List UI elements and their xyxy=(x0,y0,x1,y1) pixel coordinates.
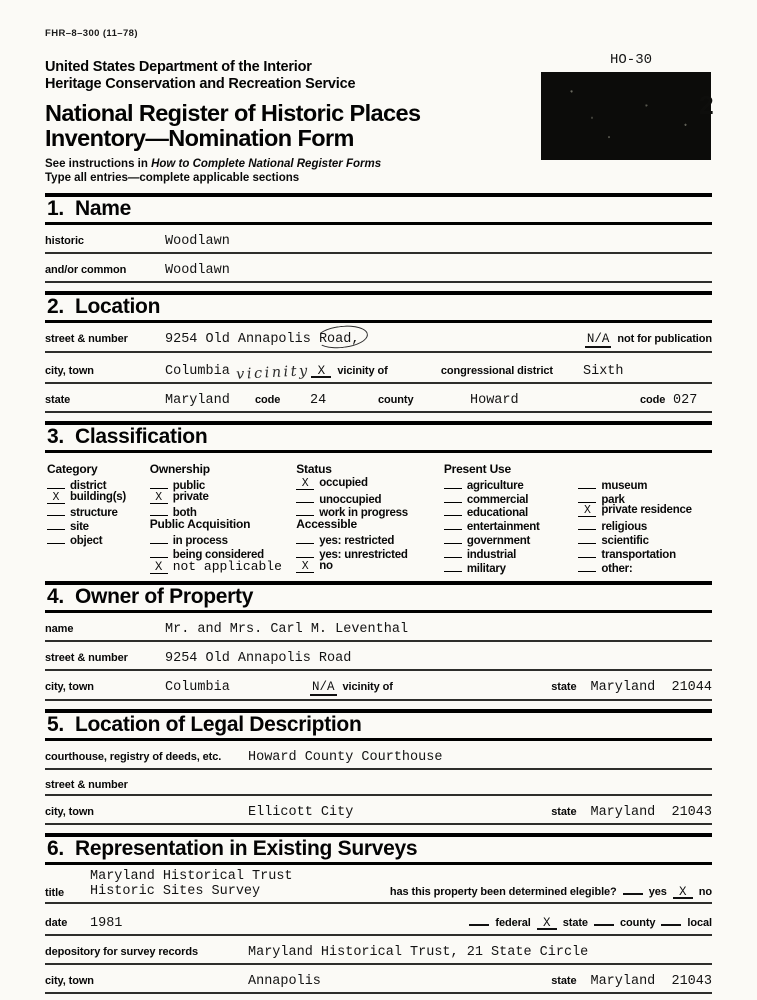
federal-label: federal xyxy=(495,917,531,930)
legal-city-value: Ellicott City xyxy=(248,805,354,821)
checkbox-item-not-applicable xyxy=(150,560,297,574)
instructions-prefix: See instructions in xyxy=(45,158,152,170)
checkbox-line: X xyxy=(578,505,596,517)
field-row-depository xyxy=(45,945,712,965)
category-header: Category xyxy=(47,462,98,476)
column-spacer xyxy=(578,463,712,477)
form-title-line-1: National Register of Historic Places xyxy=(45,100,421,126)
survey-state-group xyxy=(551,974,712,989)
field-row-legal-street xyxy=(45,779,712,796)
checkbox-item-object xyxy=(47,532,150,546)
survey-date-value: 1981 xyxy=(90,916,123,932)
vicinity-of-label: vicinity of xyxy=(337,365,388,377)
section-5-number: 5. xyxy=(47,713,64,737)
checkbox-item-being-considered xyxy=(150,546,297,560)
vicinity-checkbox: X xyxy=(311,365,331,378)
checkbox-item-yes-restricted xyxy=(296,532,444,546)
handwritten-vicinity: vicinity xyxy=(235,363,310,383)
checkbox-line xyxy=(578,560,596,572)
checkbox-label: building(s) xyxy=(70,490,127,503)
no-checkbox: X xyxy=(673,886,693,899)
checkbox-line xyxy=(47,477,65,489)
owner-city-value: Columbia xyxy=(165,680,230,696)
field-row-survey-title xyxy=(45,869,712,904)
circled-word-text: Road, xyxy=(318,332,360,347)
checkbox-line xyxy=(150,504,168,516)
section-2-heading xyxy=(45,291,712,323)
checkbox-item-structure xyxy=(47,504,150,518)
checkbox-line xyxy=(444,518,462,530)
local-checkbox-label: local xyxy=(687,917,712,930)
survey-level-group xyxy=(469,913,712,930)
instructions-line-2: Type all entries—complete applicable sections xyxy=(45,171,300,184)
stamp-digit: 2 xyxy=(698,93,715,123)
checkbox-item-agriculture xyxy=(444,477,579,491)
code-value: 24 xyxy=(310,393,327,408)
status-column xyxy=(296,463,444,573)
checkbox-line xyxy=(578,532,596,544)
checkbox-item-transportation xyxy=(578,546,712,560)
yes-label: yes xyxy=(648,886,667,899)
checkbox-label: occupied xyxy=(319,476,368,489)
accessible-header: Accessible xyxy=(296,517,357,532)
checkbox-line xyxy=(444,491,462,503)
eligibility-group xyxy=(390,882,712,899)
survey-title-value xyxy=(90,869,293,899)
common-label: and/or common xyxy=(45,264,127,276)
form-title-line-2: Inventory—Nomination Form xyxy=(45,125,354,151)
checkbox-line xyxy=(296,491,314,503)
checkbox-line xyxy=(47,518,65,530)
street-label: street & number xyxy=(45,333,128,345)
checkbox-label: being considered xyxy=(172,548,264,561)
field-row-street xyxy=(45,332,712,353)
section-1-number: 1. xyxy=(47,197,64,220)
department-line-2: Heritage Conservation and Recreation Service xyxy=(45,76,356,92)
owner-vicinity-of-label: vicinity of xyxy=(342,681,393,694)
checkbox-line xyxy=(47,532,65,544)
checkbox-item-private xyxy=(150,491,297,505)
present-use-column-2 xyxy=(578,463,712,573)
checkbox-item-industrial xyxy=(444,546,579,560)
checkbox-line xyxy=(47,504,65,516)
checkbox-label: military xyxy=(466,562,506,575)
section-4-number: 4. xyxy=(47,585,64,609)
congressional-district-group xyxy=(441,364,712,379)
legal-city-label: city, town xyxy=(45,806,94,819)
checkbox-line: X xyxy=(47,492,65,504)
section-4-heading xyxy=(45,581,712,613)
checkbox-line xyxy=(444,532,462,544)
legal-state-group xyxy=(551,805,712,820)
instructions-manual-title: How to Complete National Register Forms xyxy=(151,158,382,170)
survey-title-label: title xyxy=(45,887,65,900)
common-value: Woodlawn xyxy=(165,263,230,278)
owner-street-label: street & number xyxy=(45,652,128,665)
no-label: no xyxy=(698,886,712,899)
checkbox-item-public xyxy=(150,477,297,491)
county-checkbox-label: county xyxy=(619,917,656,930)
checkbox-line: X xyxy=(296,561,314,573)
checkbox-item-work-in-progress xyxy=(296,504,444,518)
survey-state-label: state xyxy=(551,975,577,988)
checkbox-item-entertainment xyxy=(444,518,579,532)
field-row-courthouse xyxy=(45,750,712,770)
depository-value: Maryland Historical Trust, 21 State Circle xyxy=(248,945,589,961)
checkbox-label: scientific xyxy=(601,534,649,547)
checkbox-line: X xyxy=(150,492,168,504)
checkbox-label: no xyxy=(319,559,333,572)
checkbox-item-unoccupied xyxy=(296,491,444,505)
checkbox-item-scientific xyxy=(578,532,712,546)
courthouse-value: Howard County Courthouse xyxy=(248,750,443,766)
local-checkbox xyxy=(661,913,681,926)
section-1-heading xyxy=(45,193,712,225)
checkbox-label: museum xyxy=(601,479,648,492)
checkbox-item-district xyxy=(47,477,150,491)
yes-checkbox xyxy=(623,882,643,895)
section-4-title: Owner of Property xyxy=(75,585,254,609)
checkbox-label: in process xyxy=(172,534,228,547)
ownership-header: Ownership xyxy=(149,462,210,476)
checkbox-label: object xyxy=(70,534,103,547)
checkbox-label: unoccupied xyxy=(319,493,382,506)
checkbox-line xyxy=(578,546,596,558)
legal-street-label: street & number xyxy=(45,779,128,792)
checkbox-item-government xyxy=(444,532,579,546)
instructions-line-1 xyxy=(45,158,712,172)
street-value xyxy=(165,332,359,347)
legal-state-label: state xyxy=(551,806,577,819)
survey-code: HO-30 xyxy=(610,52,653,68)
checkbox-label: both xyxy=(172,507,197,520)
checkbox-label: public xyxy=(172,479,206,492)
owner-state-label: state xyxy=(551,681,577,694)
code2-value: 027 xyxy=(673,393,698,408)
survey-city-label: city, town xyxy=(45,975,94,988)
legal-state-value: Maryland 21043 xyxy=(590,805,712,821)
checkbox-item-yes-unrestricted xyxy=(296,546,444,560)
state-label: state xyxy=(45,394,71,406)
not-for-publication-group xyxy=(585,333,712,348)
checkbox-item-private-residence xyxy=(578,504,712,518)
field-row-city-town xyxy=(45,362,712,384)
state-checkbox-label: state xyxy=(562,917,588,930)
status-header: Status xyxy=(296,462,332,476)
city-label: city, town xyxy=(45,365,94,377)
survey-state-value: Maryland 21043 xyxy=(590,974,712,990)
checkbox-item-buildings xyxy=(47,491,150,505)
owner-name-value: Mr. and Mrs. Carl M. Leventhal xyxy=(165,622,409,638)
state-checkbox: X xyxy=(537,917,557,930)
checkbox-label: yes: restricted xyxy=(319,534,395,547)
checkbox-label: agriculture xyxy=(466,479,524,492)
instructions xyxy=(45,158,712,185)
section-5-heading xyxy=(45,709,712,741)
street-value-prefix: 9254 Old Annapolis xyxy=(165,332,319,347)
section-3-title: Classification xyxy=(75,425,208,448)
checkbox-line xyxy=(578,518,596,530)
public-acquisition-header: Public Acquisition xyxy=(149,517,251,532)
survey-title-line-1: Maryland Historical Trust xyxy=(90,869,293,885)
owner-na-mark: N/A xyxy=(312,680,335,695)
checkbox-item-educational xyxy=(444,504,579,518)
field-row-state xyxy=(45,393,712,413)
checkbox-line xyxy=(150,477,168,489)
county-checkbox xyxy=(594,913,614,926)
section-6-title: Representation in Existing Surveys xyxy=(75,837,418,861)
field-row-owner-street xyxy=(45,651,712,671)
state-value: Maryland xyxy=(165,393,230,408)
ownership-column xyxy=(150,463,297,573)
owner-state-group xyxy=(551,680,712,695)
historic-value: Woodlawn xyxy=(165,234,230,249)
field-row-owner-name xyxy=(45,622,712,642)
form-number: FHR–8–300 (11–78) xyxy=(45,28,138,39)
checkbox-label: commercial xyxy=(466,493,529,506)
checkbox-item-both xyxy=(150,504,297,518)
checkbox-line xyxy=(444,477,462,489)
congressional-district-label: congressional district xyxy=(440,365,553,377)
section-2-number: 2. xyxy=(47,295,64,318)
code-label: code xyxy=(255,394,281,406)
checkbox-label: private residence xyxy=(601,504,692,517)
field-row-historic xyxy=(45,234,712,254)
checkbox-label: park xyxy=(601,493,625,506)
checkbox-item-commercial xyxy=(444,491,579,505)
checkbox-label: site xyxy=(70,521,89,534)
checkbox-label: not applicable xyxy=(172,558,282,574)
field-row-owner-city xyxy=(45,680,712,701)
checkbox-label: yes: unrestricted xyxy=(319,548,408,561)
checkbox-item-occupied xyxy=(296,477,444,491)
na-mark: N/A xyxy=(586,332,610,346)
checkbox-label: other: xyxy=(601,562,633,575)
checkbox-line xyxy=(296,504,314,516)
survey-city-value: Annapolis xyxy=(248,974,321,990)
street-circled-word xyxy=(319,332,360,347)
checkbox-line xyxy=(296,546,314,558)
checkbox-label: religious xyxy=(601,521,648,534)
checkbox-line xyxy=(578,491,596,503)
present-use-column-1 xyxy=(444,463,579,573)
historic-label: historic xyxy=(45,235,84,247)
survey-title-line-2: Historic Sites Survey xyxy=(90,884,261,900)
checkbox-item-in-process xyxy=(150,532,297,546)
checkbox-line xyxy=(150,532,168,544)
courthouse-label: courthouse, registry of deeds, etc. xyxy=(45,751,222,764)
checkbox-line xyxy=(444,560,462,572)
classification-grid xyxy=(45,459,712,579)
checkbox-label: industrial xyxy=(466,548,517,561)
county-value: Howard xyxy=(470,393,519,408)
field-row-survey-city xyxy=(45,974,712,994)
city-value: Columbia xyxy=(165,364,230,379)
section-6-number: 6. xyxy=(47,837,64,861)
checkbox-line xyxy=(444,504,462,516)
depository-label: depository for survey records xyxy=(45,946,198,959)
county-label: county xyxy=(378,394,414,406)
section-3-heading xyxy=(45,421,712,453)
section-5-title: Location of Legal Description xyxy=(75,713,362,737)
code2-label: code xyxy=(640,394,666,406)
owner-street-value: 9254 Old Annapolis Road xyxy=(165,651,352,667)
section-2-title: Location xyxy=(75,295,161,318)
section-1-title: Name xyxy=(75,197,131,220)
field-row-common xyxy=(45,263,712,283)
redaction-box xyxy=(541,72,711,160)
field-row-survey-date xyxy=(45,913,712,936)
checkbox-line xyxy=(150,546,168,558)
department-line-1: United States Department of the Interior xyxy=(45,59,312,75)
checkbox-label: transportation xyxy=(601,548,676,561)
owner-state-value: Maryland 21044 xyxy=(590,680,712,696)
survey-date-label: date xyxy=(45,917,68,930)
checkbox-label: educational xyxy=(466,507,528,520)
congressional-district-value: Sixth xyxy=(583,364,624,379)
present-use-header: Present Use xyxy=(443,462,511,476)
owner-name-label: name xyxy=(45,623,74,636)
federal-checkbox xyxy=(469,913,489,926)
owner-city-label: city, town xyxy=(45,681,94,694)
field-row-legal-city xyxy=(45,805,712,825)
checkbox-item-religious xyxy=(578,518,712,532)
checkbox-label: entertainment xyxy=(466,521,540,534)
checkbox-line xyxy=(296,532,314,544)
checkbox-line xyxy=(578,477,596,489)
section-3-number: 3. xyxy=(47,425,64,448)
category-column xyxy=(47,463,150,573)
checkbox-line xyxy=(444,546,462,558)
not-for-publication-label: not for publication xyxy=(617,333,712,345)
section-6-heading xyxy=(45,833,712,865)
checkbox-label: government xyxy=(466,534,531,547)
eligibility-question: has this property been determined elegible? xyxy=(389,886,617,899)
checkbox-line: X xyxy=(150,562,168,574)
checkbox-label: private xyxy=(172,490,209,503)
checkbox-label: structure xyxy=(70,507,118,520)
checkbox-line: X xyxy=(296,478,314,490)
checkbox-item-museum xyxy=(578,477,712,491)
checkbox-label: work in progress xyxy=(319,507,408,520)
checkbox-label: district xyxy=(70,479,107,492)
